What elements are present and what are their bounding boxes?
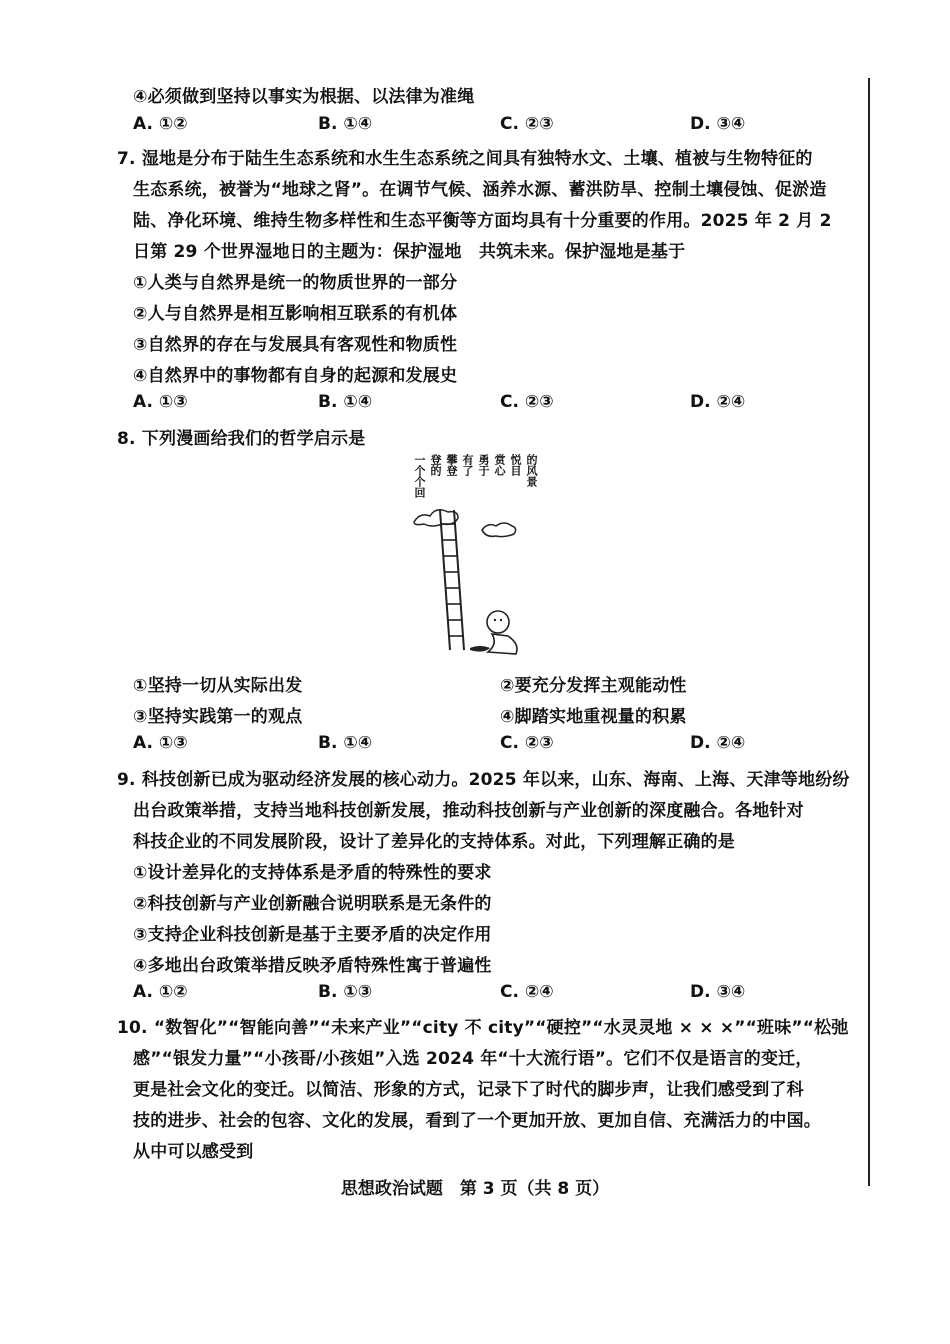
q9-stem-line: 科技企业的不同发展阶段，设计了差异化的支持体系。对此，下列理解正确的是 (133, 832, 735, 852)
ladder-cartoon (410, 450, 550, 660)
q9-option-b: B. ①③ (318, 982, 373, 1002)
q10-stem-line: 更是社会文化的变迁。以简洁、形象的方式，记录下了时代的脚步声，让我们感受到了科 (133, 1080, 804, 1100)
q10-stem-line: 感”“银发力量”“小孩哥/小孩姐”入选 2024 年“十大流行语”。它们不仅是语言的变迁， (133, 1049, 813, 1069)
q7-option-a: A. ①③ (133, 392, 188, 412)
q9-item-4: ④多地出台政策举措反映矛盾特殊性寓于普遍性 (133, 956, 492, 976)
q6-option-a: A. ①② (133, 114, 188, 134)
q9-stem-line: 9. 科技创新已成为驱动经济发展的核心动力。2025 年以来，山东、海南、上海、天津等地纷纷 (117, 770, 850, 790)
q8-option-b: B. ①④ (318, 733, 373, 753)
cartoon-caption-text: 有了 (461, 454, 474, 476)
q9-option-d: D. ③④ (690, 982, 746, 1002)
cartoon-caption-text: 悦目 (509, 454, 522, 476)
cartoon-caption-text: 的风景 (525, 454, 538, 487)
q8-stem: 8. 下列漫画给我们的哲学启示是 (117, 429, 366, 449)
q8-item-1: ①坚持一切从实际出发 (133, 676, 303, 696)
page-footer: 思想政治试题 第 3 页（共 8 页） (340, 1179, 610, 1199)
q7-item-2: ②人与自然界是相互影响相互联系的有机体 (133, 304, 458, 324)
q8-item-4: ④脚踏实地重视量的积累 (500, 707, 687, 727)
q7-stem-line: 生态系统，被誉为“地球之肾”。在调节气候、涵养水源、蓄洪防旱、控制土壤侵蚀、促淤造 (133, 180, 827, 200)
page-border-line (868, 78, 870, 1186)
q7-stem-line: 日第 29 个世界湿地日的主题为：保护湿地 共筑未来。保护湿地是基于 (133, 242, 686, 262)
q7-option-c: C. ②③ (500, 392, 554, 412)
q10-stem-line: 10. “数智化”“智能向善”“未来产业”“city 不 city”“硬控”“水灵灵地 × × ×”“班味”“松弛 (117, 1018, 849, 1038)
q10-stem-line: 技的进步、社会的包容、文化的发展，看到了一个更加开放、更加自信、充满活力的中国。 (133, 1111, 821, 1131)
q7-option-b: B. ①④ (318, 392, 373, 412)
q8-option-a: A. ①③ (133, 733, 188, 753)
q6-option-c: C. ②③ (500, 114, 554, 134)
q8-item-2: ②要充分发挥主观能动性 (500, 676, 687, 696)
q7-option-d: D. ②④ (690, 392, 746, 412)
q9-item-2: ②科技创新与产业创新融合说明联系是无条件的 (133, 894, 492, 914)
cartoon-caption-text: 赏心 (493, 454, 506, 476)
q8-option-c: C. ②③ (500, 733, 554, 753)
q8-item-3: ③坚持实践第一的观点 (133, 707, 303, 727)
cartoon-caption-text: 勇于 (477, 454, 490, 476)
q9-item-3: ③支持企业科技创新是基于主要矛盾的决定作用 (133, 925, 492, 945)
q6-option-b: B. ①④ (318, 114, 373, 134)
q9-item-1: ①设计差异化的支持体系是矛盾的特殊性的要求 (133, 863, 492, 883)
q9-option-c: C. ②④ (500, 982, 554, 1002)
q7-item-4: ④自然界中的事物都有自身的起源和发展史 (133, 366, 458, 386)
q8-option-d: D. ②④ (690, 733, 746, 753)
q7-stem-line: 陆、净化环境、维持生物多样性和生态平衡等方面均具有十分重要的作用。2025 年 2 月 2 (133, 211, 832, 231)
cartoon-caption-text: 一个个回 (413, 454, 426, 498)
cartoon-caption-text: 登的 (429, 454, 442, 476)
cartoon-caption-text: 攀登 (445, 454, 458, 476)
q7-stem-line: 7. 湿地是分布于陆生生态系统和水生生态系统之间具有独特水文、土壤、植被与生物特征的 (117, 149, 813, 169)
q7-item-1: ①人类与自然界是统一的物质世界的一部分 (133, 273, 458, 293)
q7-item-3: ③自然界的存在与发展具有客观性和物质性 (133, 335, 458, 355)
q10-stem-line: 从中可以感受到 (133, 1142, 254, 1162)
q9-option-a: A. ①② (133, 982, 188, 1002)
q6-option-d: D. ③④ (690, 114, 746, 134)
q6-item-4: ④必须做到坚持以事实为根据、以法律为准绳 (133, 87, 475, 107)
ladder-drawing (410, 450, 550, 660)
q9-stem-line: 出台政策举措，支持当地科技创新发展，推动科技创新与产业创新的深度融合。各地针对 (133, 801, 804, 821)
